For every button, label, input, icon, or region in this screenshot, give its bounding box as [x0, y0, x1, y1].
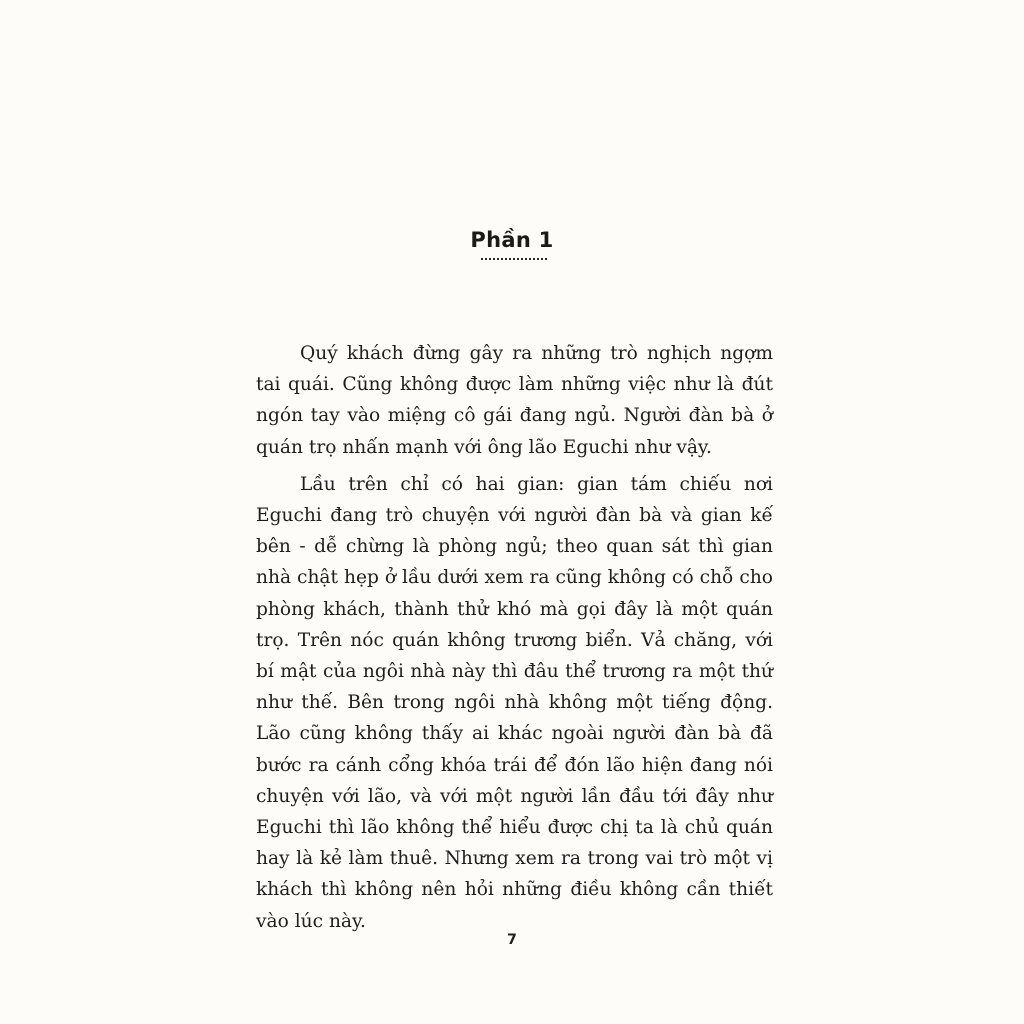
paragraph-2: Lầu trên chỉ có hai gian: gian tám chiếu nơi Eguchi đang trò chuyện với người đàn bà và gian kế bên - dễ chừng là phòng ngủ; theo quan sát thì gian nhà chật hẹp ở lầu dưới xem ra cũng không có chỗ cho phòng khách, thành thử khó mà gọi đây là một quán trọ. Trên nóc quán không trương biển. Vả chăng, với bí mật của ngôi nhà này thì đâu thể trương ra một thứ như thế. Bên trong ngôi nhà không một tiếng động. Lão cũng không thấy ai khác ngoài người đàn bà đã bước ra cánh cổng khóa trái để đón lão hiện đang nói chuyện với lão, và với một người lần đầu tới đây như Eguchi thì lão không thể hiểu được chị ta là chủ quán hay là kẻ làm thuê. Nhưng xem ra trong vai trò một vị khách thì không nên hỏi những điều không cần thiết vào lúc này. — [256, 473, 773, 932]
paragraph-1: Quý khách đừng gây ra những trò nghịch ngợm tai quái. Cũng không được làm những việc như là đút ngón tay vào miệng cô gái đang ngủ. Người đàn bà ở quán trọ nhấn mạnh với ông lão Eguchi như vậy. — [256, 343, 773, 458]
chapter-title-dotted-rule — [481, 258, 547, 260]
page-number: 7 — [507, 932, 517, 948]
chapter-title: Phần 1 — [470, 228, 554, 252]
body-text — [256, 338, 773, 943]
